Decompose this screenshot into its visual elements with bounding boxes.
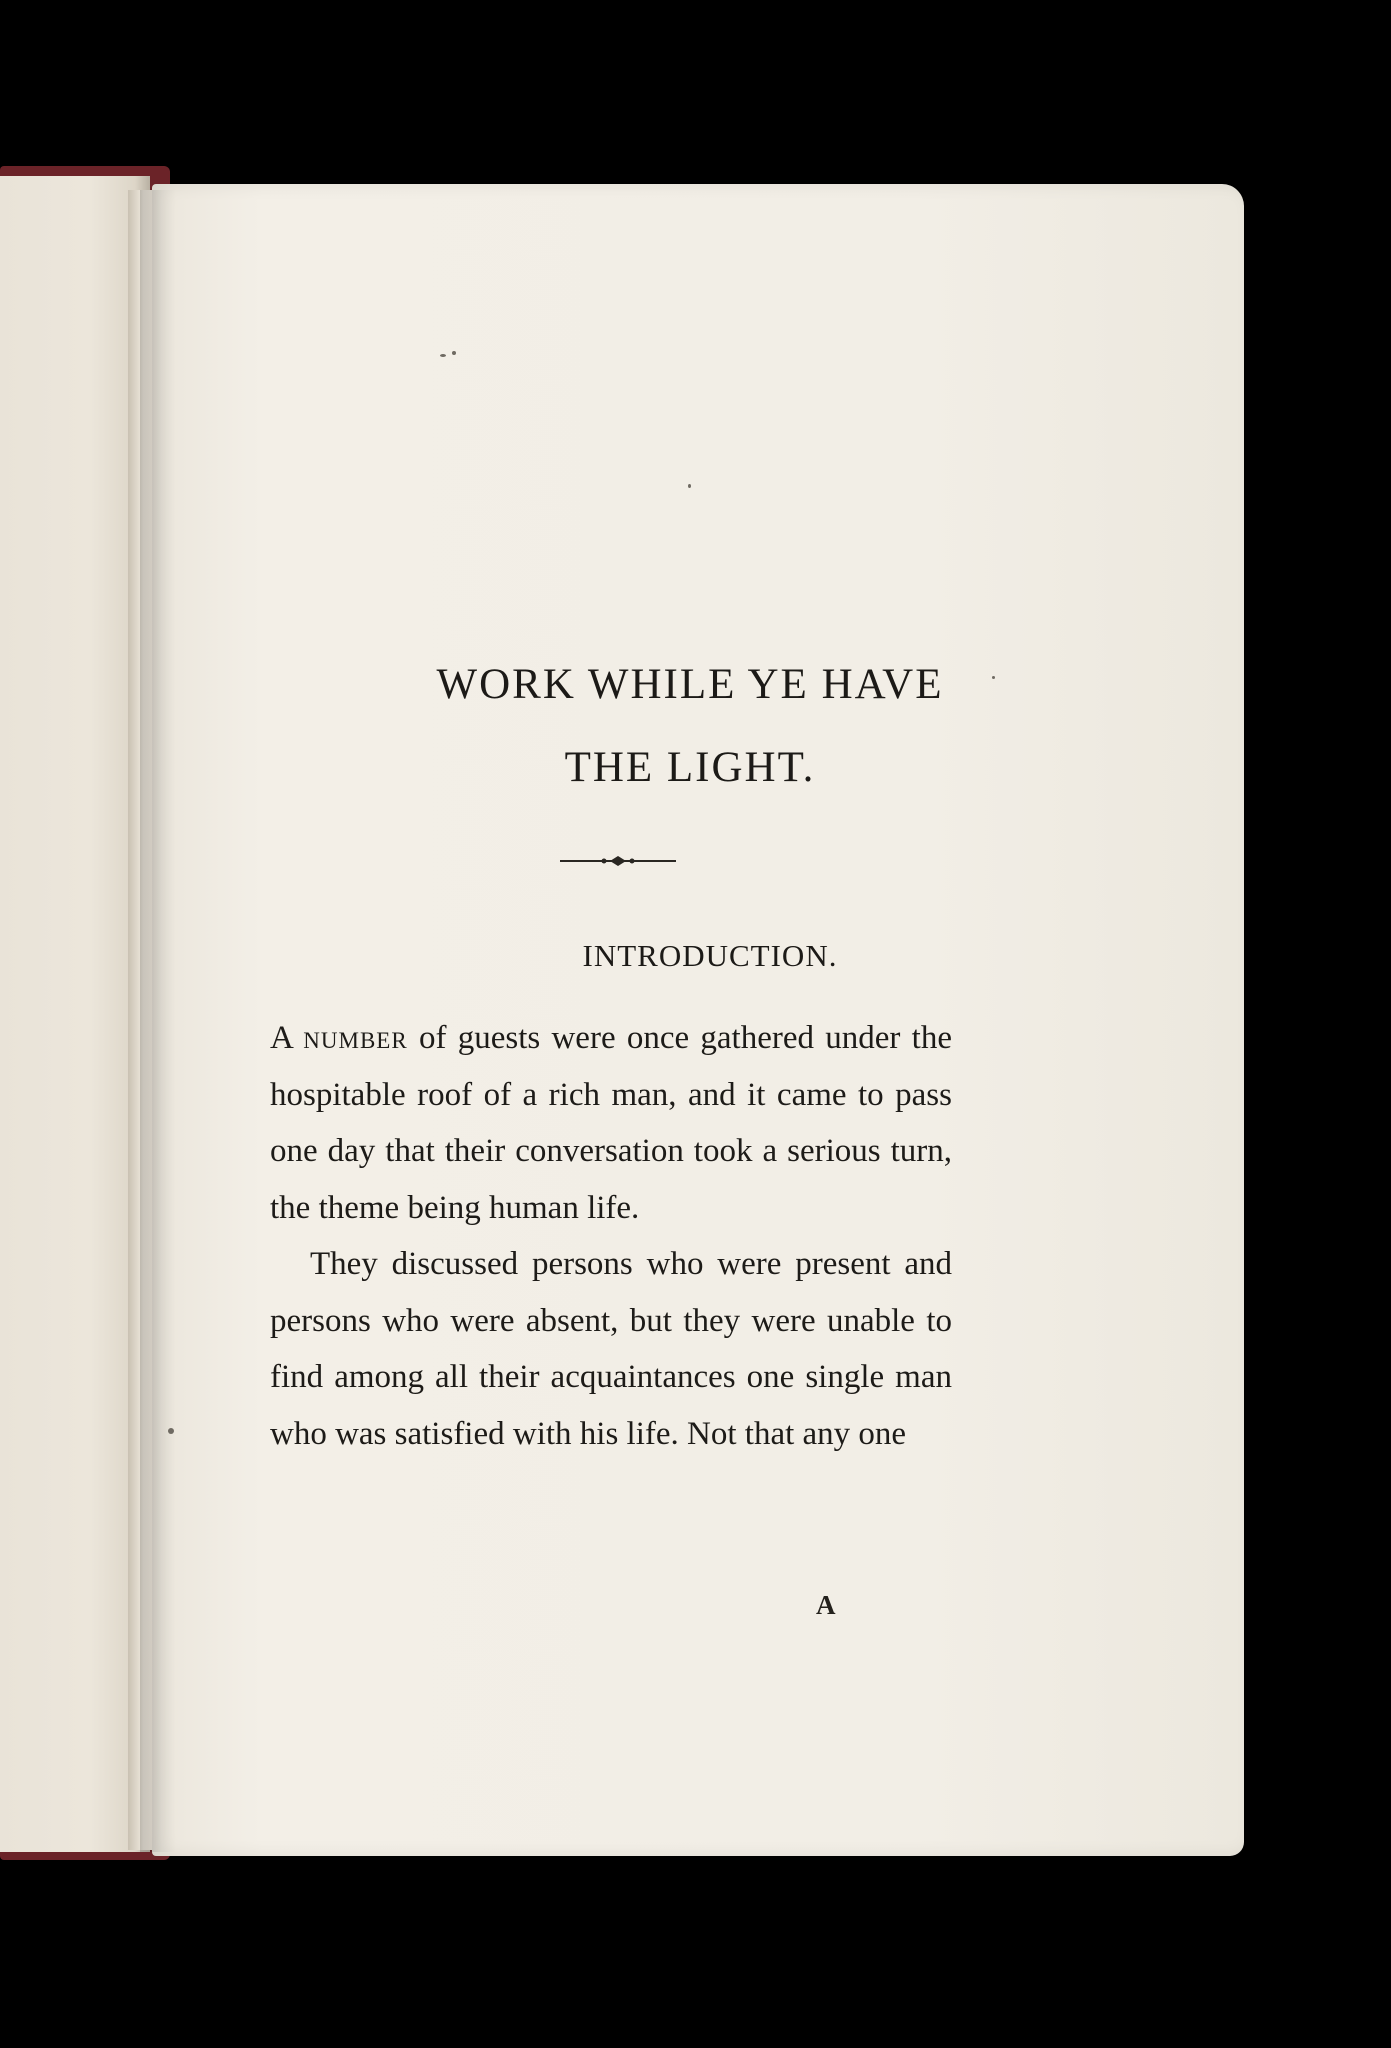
body-text — [270, 1010, 952, 1462]
paper-speck — [168, 1428, 174, 1434]
paragraph-1 — [270, 1010, 952, 1236]
paragraph-1-rest: of guests were once gathered under the hospitable roof of a rich man, and it came to pass one day that their conversation took a serious turn, the theme being human life. — [270, 1020, 952, 1226]
paper-speck — [688, 484, 691, 488]
paper-speck — [452, 351, 456, 355]
book-title-line-2: THE LIGHT. — [564, 744, 816, 791]
section-heading: INTRODUCTION. — [582, 938, 838, 973]
book-title-line-1: WORK WHILE YE HAVE — [436, 661, 944, 708]
paragraph-1-smallcaps: number — [303, 1020, 408, 1056]
page-gutter-shadow — [140, 190, 176, 1852]
paragraph-1-lead: A — [270, 1020, 304, 1056]
signature-mark: A — [816, 1590, 836, 1620]
paragraph-2: They discussed persons who were present and persons who were absent, but they were unable to find among all their acquaintances one single man who was satisfied with his life. Not that any one — [270, 1246, 952, 1452]
ornament-divider-icon — [560, 852, 676, 870]
paper-speck — [440, 354, 446, 357]
